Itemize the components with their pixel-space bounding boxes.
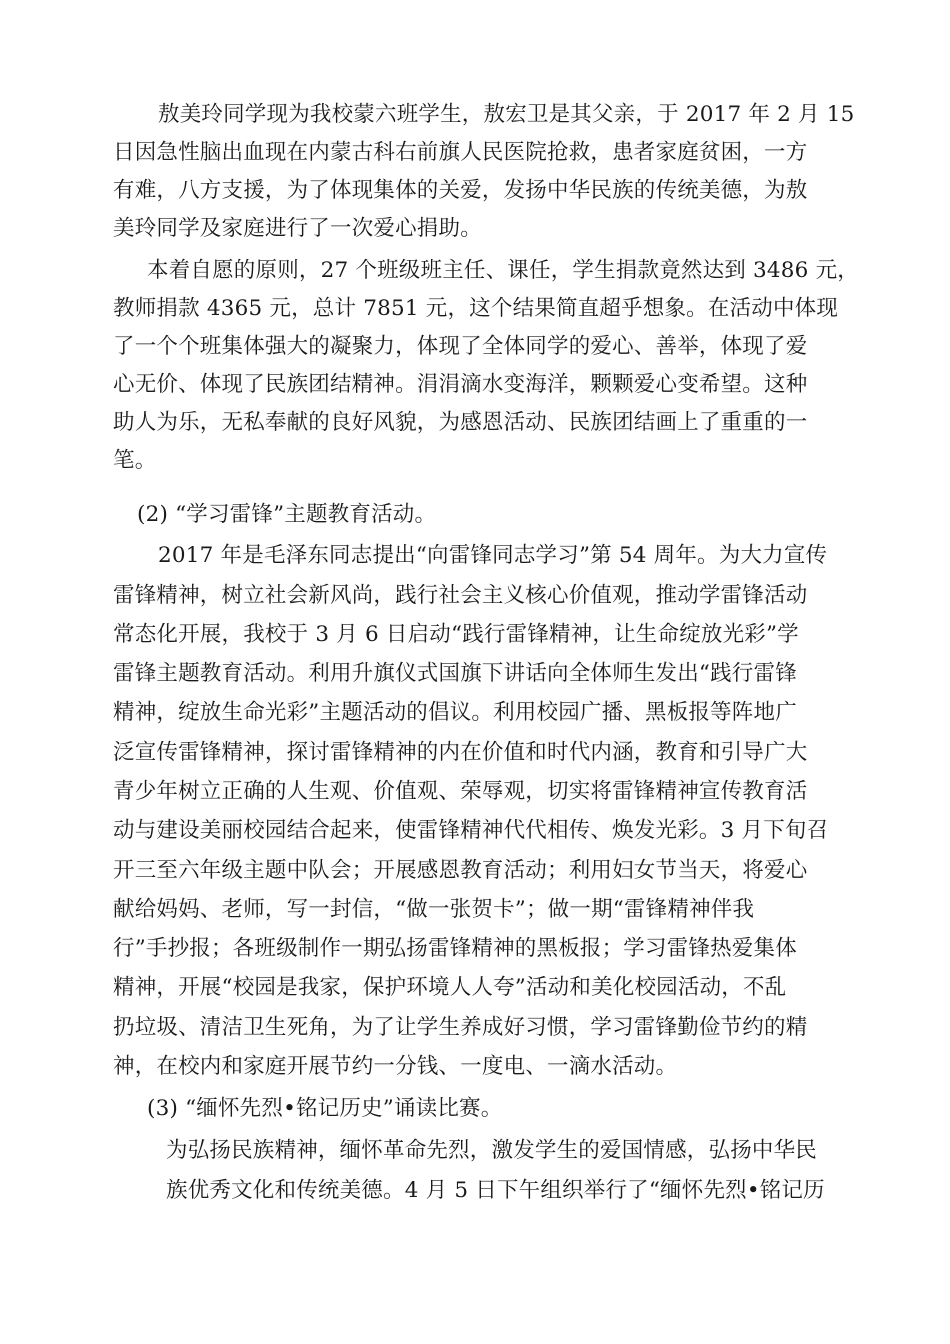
paragraph-line: 扔垃圾、清洁卫生死角，为了让学生养成好习惯，学习雷锋勤俭节约的精 xyxy=(113,1015,808,1040)
paragraph-line: 行”手抄报；各班级制作一期弘扬雷锋精神的黑板报；学习雷锋热爱集体 xyxy=(113,936,797,961)
paragraph-line: 雷锋精神，树立社会新风尚，践行社会主义核心价值观，推动学雷锋活动 xyxy=(113,583,808,608)
section-heading: (3) “缅怀先烈•铭记历史”诵读比赛。 xyxy=(147,1096,503,1121)
paragraph-line: 常态化开展，我校于 3 月 6 日启动“践行雷锋精神，让生命绽放光彩”学 xyxy=(113,622,799,647)
paragraph-line: 了一个个班集体强大的凝聚力，体现了全体同学的爱心、善举，体现了爱 xyxy=(113,334,808,359)
paragraph-line: 精神，绽放生命光彩”主题活动的倡议。利用校园广播、黑板报等阵地广 xyxy=(113,700,797,725)
paragraph-line: 助人为乐，无私奉献的良好风貌，为感恩活动、民族团结画上了重重的一 xyxy=(113,410,808,435)
paragraph-line: 青少年树立正确的人生观、价值观、荣辱观，切实将雷锋精神宣传教育活 xyxy=(113,779,808,804)
paragraph-line: 有难，八方支援，为了体现集体的关爱，发扬中华民族的传统美德，为敖 xyxy=(113,178,808,203)
paragraph-line: 献给妈妈、老师，写一封信，“做一张贺卡”；做一期“雷锋精神伴我 xyxy=(113,897,755,922)
paragraph-line: 为弘扬民族精神，缅怀革命先烈，激发学生的爱国情感，弘扬中华民 xyxy=(166,1138,818,1163)
paragraph-line: 日因急性脑出血现在内蒙古科右前旗人民医院抢救，患者家庭贫困，一方 xyxy=(113,140,808,165)
paragraph-line: 泛宣传雷锋精神，探讨雷锋精神的内在价值和时代内涵，教育和引导广大 xyxy=(113,740,808,765)
paragraph-line: 美玲同学及家庭进行了一次爱心捐助。 xyxy=(113,216,482,241)
paragraph-line: 2017 年是毛泽东同志提出“向雷锋同志学习”第 54 周年。为大力宣传 xyxy=(158,543,828,568)
paragraph-line: 本着自愿的原则，27 个班级班主任、课任，学生捐款竟然达到 3486 元， xyxy=(147,258,859,283)
paragraph-line: 敖美玲同学现为我校蒙六班学生，敖宏卫是其父亲，于 2017 年 2 月 15 xyxy=(158,102,855,127)
paragraph-line: 教师捐款 4365 元，总计 7851 元，这个结果简直超乎想象。在活动中体现 xyxy=(113,296,839,321)
paragraph-line: 动与建设美丽校园结合起来，使雷锋精神代代相传、焕发光彩。3 月下旬召 xyxy=(113,818,829,843)
paragraph-line: 开三至六年级主题中队会；开展感恩教育活动；利用妇女节当天，将爱心 xyxy=(113,858,808,883)
paragraph-line: 精神，开展“校园是我家，保护环境人人夸”活动和美化校园活动，不乱 xyxy=(113,975,787,1000)
paragraph-line: 神，在校内和家庭开展节约一分钱、一度电、一滴水活动。 xyxy=(113,1054,678,1079)
paragraph-line: 族优秀文化和传统美德。4 月 5 日下午组织举行了“缅怀先烈•铭记历 xyxy=(166,1178,825,1203)
paragraph-line: 心无价、体现了民族团结精神。涓涓滴水变海洋，颗颗爱心变希望。这种 xyxy=(113,372,808,397)
section-heading: (2) “学习雷锋”主题教育活动。 xyxy=(137,502,437,527)
paragraph-line: 笔。 xyxy=(113,448,157,473)
paragraph-line: 雷锋主题教育活动。利用升旗仪式国旗下讲话向全体师生发出“践行雷锋 xyxy=(113,661,797,686)
